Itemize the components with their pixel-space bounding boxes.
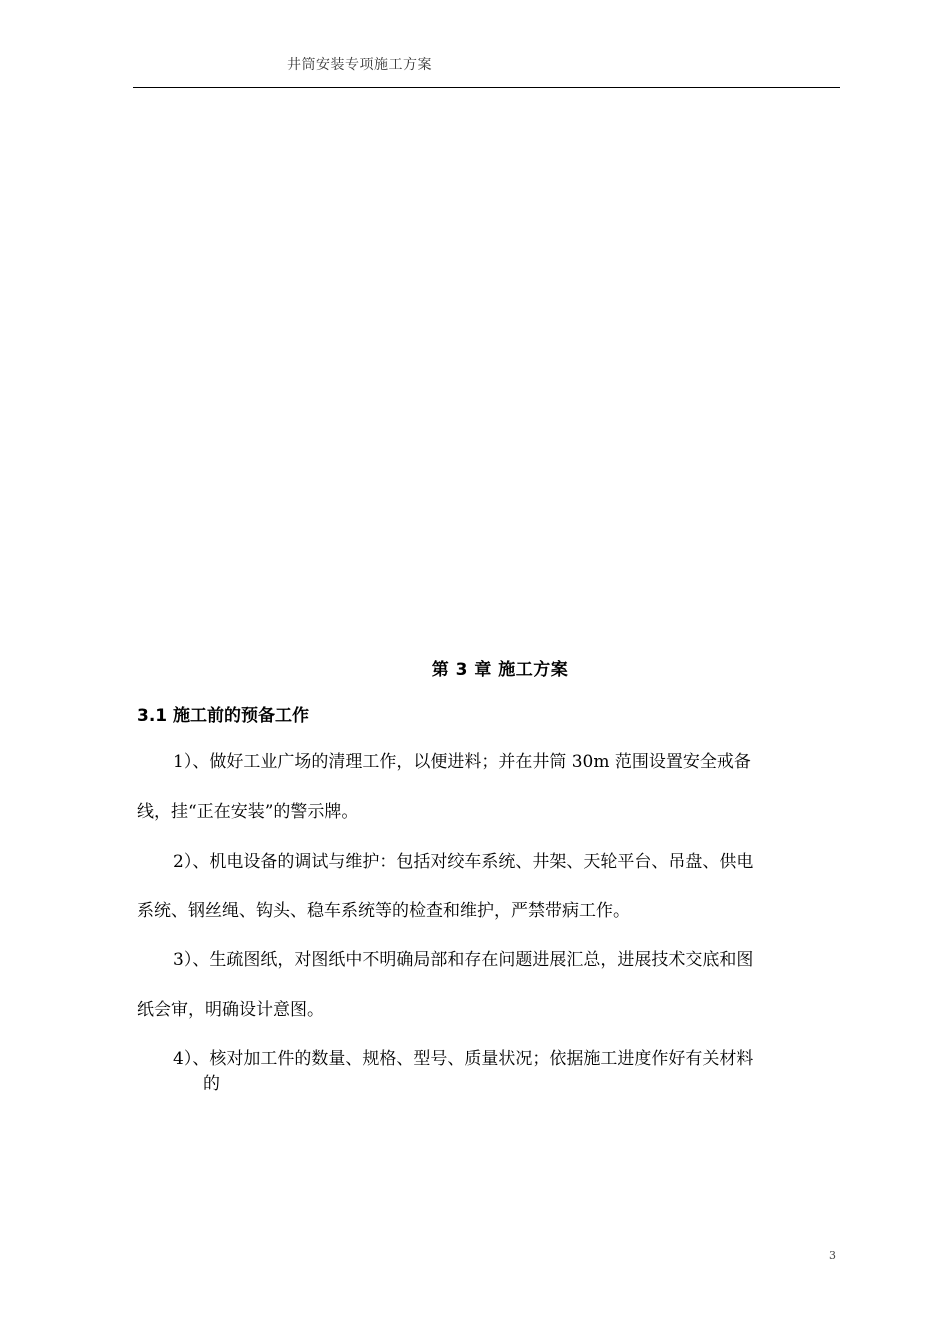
running-header-title: 井筒安装专项施工方案 xyxy=(287,57,432,73)
chapter-title: 第 3 章 施工方案 xyxy=(431,660,569,680)
page-number: 3 xyxy=(829,1249,836,1262)
paragraph-3-line-1: 3）、生疏图纸，对图纸中不明确局部和存在问题进展汇总，进展技术交底和图 xyxy=(173,950,754,970)
paragraph-1-line-2: 线，挂“正在安装”的警示牌。 xyxy=(137,802,359,822)
paragraph-4-line-2: 的 xyxy=(203,1074,220,1094)
paragraph-3-line-2: 纸会审，明确设计意图。 xyxy=(137,1000,324,1020)
paragraph-4-line-1: 4）、核对加工件的数量、规格、型号、质量状况；依据施工进度作好有关材料 xyxy=(173,1049,754,1069)
paragraph-2-line-2: 系统、钢丝绳、钩头、稳车系统等的检查和维护，严禁带病工作。 xyxy=(137,901,630,921)
paragraph-2-line-1: 2）、机电设备的调试与维护：包括对绞车系统、井架、天轮平台、吊盘、供电 xyxy=(173,852,754,872)
paragraph-1-line-1: 1）、做好工业广场的清理工作，以便进料；并在井筒 30m 范围设置安全戒备 xyxy=(173,752,751,772)
header-divider xyxy=(133,87,840,88)
section-heading: 3.1 施工前的预备工作 xyxy=(137,706,310,726)
